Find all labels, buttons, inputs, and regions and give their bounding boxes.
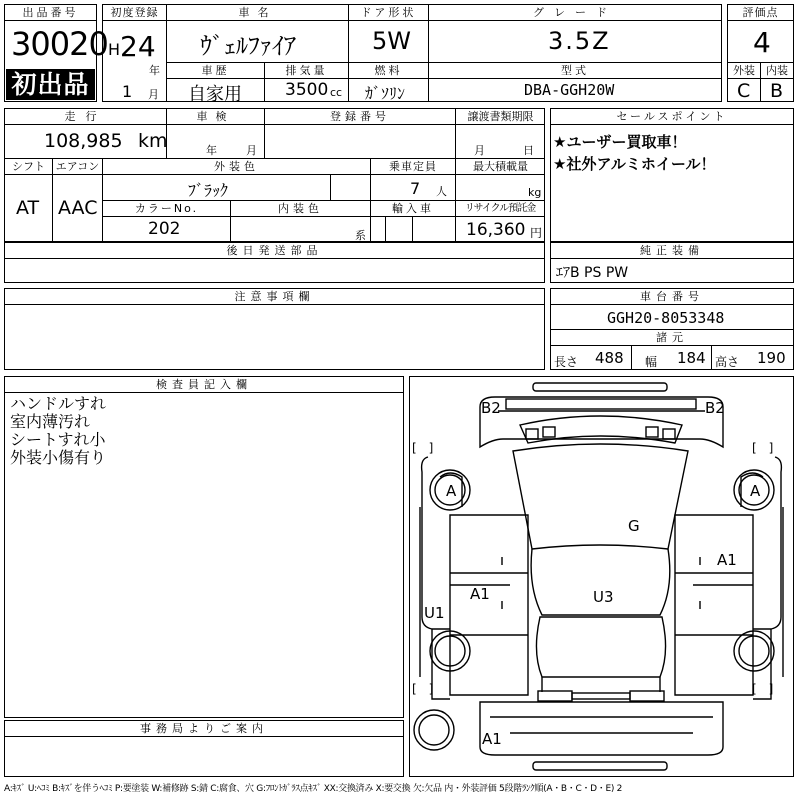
shift-label: シフト (12, 160, 45, 173)
bracket-right-bottom: [ ] (752, 682, 774, 696)
model-label: 型式 (561, 64, 589, 77)
recycle-unit: 円 (530, 226, 543, 240)
damage-mark: A (750, 482, 761, 500)
lot-number-box (4, 4, 108, 102)
inspection-year-unit: 年 (206, 144, 217, 157)
score-label: 評価点 (728, 5, 793, 21)
length: 488 (595, 349, 624, 367)
reg-number-label: 登録番号 (330, 110, 390, 123)
model-code: DBA-GGH20W (524, 81, 615, 99)
color-no: 202 (148, 219, 181, 239)
dims-label: 諸元 (656, 331, 688, 344)
width-label: 幅 (645, 355, 658, 369)
lot-number-label: 出品番号 (5, 5, 96, 21)
car-name: ｳﾞｪﾙﾌｧｲｱ (200, 32, 296, 60)
door-type: 5W (372, 27, 411, 55)
transfer-deadline-label: 譲渡書類期限 (467, 110, 534, 123)
damage-mark: B2 (705, 399, 725, 417)
damage-mark: A1 (482, 730, 502, 748)
recycle-deposit: 16,360 (466, 220, 526, 240)
inspector-note: 室内薄汚れ (10, 412, 91, 431)
exterior-grade: C (737, 80, 751, 102)
later-parts-box (4, 242, 545, 283)
interior-label: 内装 (766, 64, 788, 77)
aircon-label: エアコン (55, 160, 100, 173)
lot-number: 30020 (11, 25, 108, 63)
first-reg-year: 24 (120, 30, 156, 63)
damage-mark: A (446, 482, 457, 500)
grade: 3.5Z (548, 27, 611, 55)
first-reg-label: 初度登録 (110, 6, 159, 19)
displacement: 3500 (285, 80, 329, 100)
inspector-note: ハンドルすれ (10, 394, 107, 413)
inspector-label: 検査員記入欄 (5, 377, 403, 393)
shift: AT (16, 197, 40, 219)
mileage-label: 走行 (64, 110, 107, 123)
bracket-left-top: [ ] (412, 441, 434, 455)
inspector-box (4, 376, 404, 718)
later-parts-label: 後日発送部品 (5, 243, 544, 259)
inspection-label: 車検 (196, 110, 235, 123)
month-unit: 月 (148, 88, 159, 101)
bracket-right-top: [ ] (752, 441, 774, 455)
int-color-label: 内装色 (278, 202, 323, 215)
mileage: 108,985 (44, 130, 123, 152)
color-no-label: カラーNo. (134, 202, 199, 215)
ext-color-label: 外装色 (214, 160, 259, 173)
damage-mark: G (628, 517, 640, 535)
first-listing-badge: 初出品 (6, 69, 95, 100)
aircon: AAC (58, 197, 98, 219)
capacity: 7 (410, 179, 421, 198)
damage-mark: A1 (470, 585, 490, 603)
grade-label: グレード (533, 6, 617, 19)
notes-label: 注意事項欄 (5, 289, 544, 305)
year-unit: 年 (149, 64, 160, 77)
first-reg-month: 1 (122, 82, 133, 101)
transfer-day-unit: 日 (523, 144, 534, 157)
transfer-month-unit: 月 (474, 144, 485, 157)
max-load-unit: kg (528, 186, 542, 199)
office-box (4, 720, 404, 777)
era: H (108, 40, 121, 59)
specs-grid (4, 108, 545, 242)
history-label: 車歴 (201, 64, 230, 77)
damage-mark: B2 (481, 399, 501, 417)
exterior-label: 外装 (733, 64, 755, 77)
bracket-left-bottom: [ ] (412, 682, 434, 696)
length-label: 長さ (554, 355, 579, 369)
chassis-box (550, 288, 794, 370)
fuel-label: 燃料 (374, 64, 403, 77)
height-label: 高さ (715, 355, 740, 369)
score: 4 (753, 26, 771, 59)
displacement-label: 排気量 (285, 64, 328, 77)
inspector-note: 外装小傷有り (10, 448, 107, 467)
damage-mark: U3 (593, 588, 614, 606)
office-label: 事務局よりご案内 (5, 721, 403, 737)
capacity-unit: 人 (436, 185, 447, 198)
width: 184 (677, 349, 706, 367)
selling-point: ★社外アルミホイール！ (553, 155, 716, 173)
fuel: ｶﾞｿﾘﾝ (365, 84, 406, 103)
ext-color: ﾌﾞﾗｯｸ (188, 181, 229, 200)
int-color-unit: 系 (355, 229, 366, 242)
interior-grade: B (770, 80, 784, 102)
score-box (727, 4, 794, 102)
inspector-note: シートすれ小 (10, 430, 106, 449)
genuine-equipment-box (550, 242, 794, 283)
genuine-equipment-label: 純正装備 (551, 243, 793, 259)
damage-diagram (409, 376, 794, 777)
capacity-label: 乗車定員 (389, 160, 437, 173)
genuine-equipment: ｴｱB PS PW (556, 265, 629, 281)
height: 190 (757, 349, 786, 367)
chassis-number: GGH20-8053348 (607, 309, 725, 327)
displacement-unit: cc (330, 86, 343, 99)
history: 自家用 (188, 84, 242, 105)
selling-points-label: セールスポイント (551, 109, 793, 125)
max-load-label: 最大積載量 (473, 160, 528, 173)
notes-box (4, 288, 545, 370)
car-outline (410, 377, 793, 776)
mileage-unit: km (138, 130, 168, 152)
inspection-month-unit: 月 (246, 144, 257, 157)
legend: A:ｷｽﾞ U:ﾍｺﾐ B:ｷｽﾞを伴うﾍｺﾐ P:要塗装 W:補修跡 S:錆 C:腐食、穴 G:ﾌﾛﾝﾄｶﾞﾗｽ点ｷｽﾞ XX:交換済み X:要交換 欠:欠品 内・外装評価 5段階ﾗﾝｸ順(A・B・C・D・E) 2 (4, 784, 623, 794)
import-label: 輸入車 (392, 202, 434, 215)
car-name-label: 車名 (238, 6, 277, 19)
door-label: ドア形状 (360, 6, 417, 19)
selling-point: ★ユーザー買取車！ (553, 133, 687, 151)
chassis-label: 車台番号 (551, 289, 793, 305)
damage-mark: U1 (424, 604, 445, 622)
recycle-label: リサイクル預託金 (464, 203, 536, 214)
selling-points-box (550, 108, 794, 242)
damage-mark: A1 (717, 551, 737, 569)
